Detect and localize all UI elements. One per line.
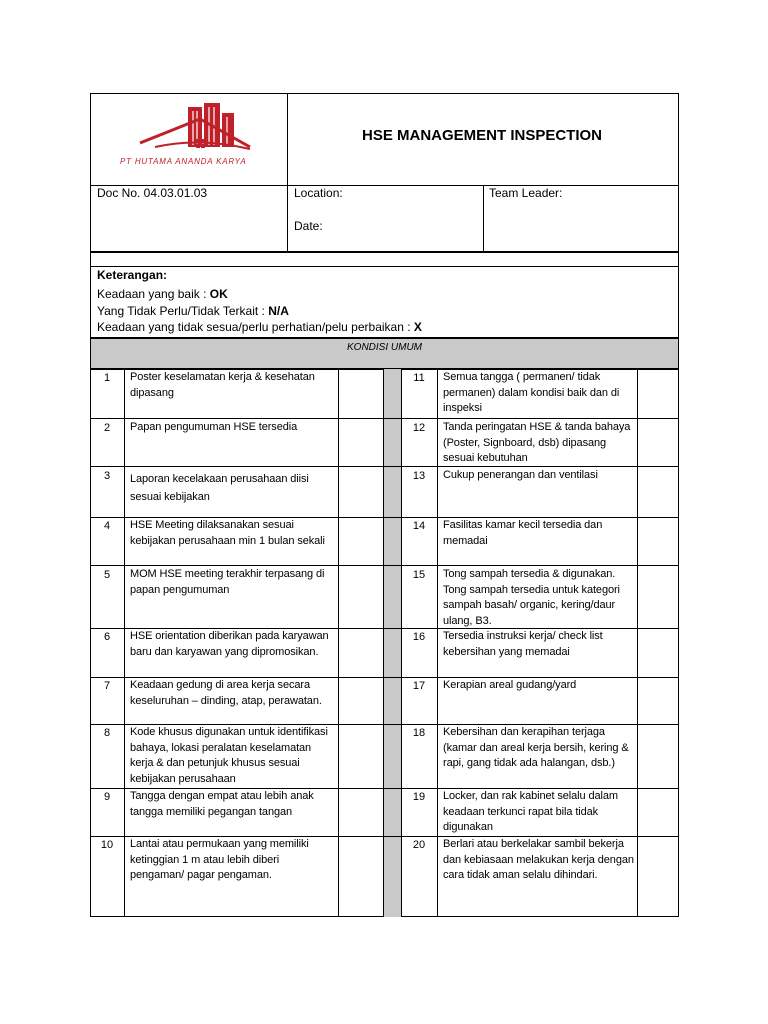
- item-number: 17: [412, 680, 426, 692]
- legend-ok-text: Keadaan yang baik :: [97, 287, 210, 301]
- item-number: 12: [412, 422, 426, 434]
- company-logo: [100, 97, 280, 177]
- legend-x-code: X: [413, 320, 422, 334]
- team-leader-label: Team Leader:: [489, 186, 563, 200]
- legend-heading: Keterangan:: [97, 268, 168, 282]
- row-line: [90, 418, 679, 419]
- item-number: 10: [100, 839, 114, 851]
- item-text: Tersedia instruksi kerja/ check list kebersihan yang memadai: [443, 630, 603, 658]
- item-number: 19: [412, 791, 426, 803]
- item-number: 9: [103, 791, 111, 803]
- item-text: Locker, dan rak kabinet selalu dalam keadaan terkunci rapat bila tidak digunakan: [443, 790, 618, 833]
- item-text: Tong sampah tersedia & digunakan. Tong sampah tersedia untuk kategori sampah basah/ organic, kering/daur ulang, B3.: [443, 568, 620, 627]
- item-number: 3: [103, 470, 111, 482]
- item-text: Keadaan gedung di area kerja secara keseluruhan – dinding, atap, perawatan.: [130, 679, 322, 707]
- company-name: PT HUTAMA ANANDA KARYA: [120, 157, 247, 166]
- item-text: HSE Meeting dilaksanakan sesuai kebijakan perusahaan min 1 bulan sekali: [130, 519, 325, 547]
- item-number: 18: [412, 727, 426, 739]
- col-line-a: [124, 369, 125, 917]
- legend-line-x: [97, 320, 422, 335]
- col-line-f: [637, 369, 638, 917]
- col-line-d: [401, 369, 402, 917]
- legend-line-na: [97, 304, 289, 319]
- item-number: 4: [103, 520, 111, 532]
- item-text: Fasilitas kamar kecil tersedia dan memadai: [443, 519, 603, 547]
- date-label: Date:: [294, 219, 323, 233]
- item-number: 5: [103, 569, 111, 581]
- item-number: 6: [103, 631, 111, 643]
- item-text: MOM HSE meeting terakhir terpasang di papan pengumuman: [130, 568, 325, 596]
- item-number: 16: [412, 631, 426, 643]
- item-number: 1: [103, 372, 111, 384]
- item-number: 13: [412, 470, 426, 482]
- item-text: Kebersihan dan kerapihan terjaga (kamar dan areal kerja bersih, kering & rapi, gang tidak ada halangan, dsb.): [443, 726, 629, 769]
- col-line-b: [338, 369, 339, 917]
- item-number: 11: [413, 372, 425, 384]
- header-divider-team: [483, 185, 484, 252]
- item-number: 15: [412, 569, 426, 581]
- item-text: Kerapian areal gudang/yard: [443, 679, 577, 691]
- item-text: Tangga dengan empat atau lebih anak tangga memiliki pegangan tangan: [130, 790, 314, 818]
- item-text: Kode khusus digunakan untuk identifikasi bahaya, lokasi peralatan keselamatan kerja & dan petunjuk khusus sesuai kebijakan perusahaan: [130, 726, 328, 785]
- page-title: HSE MANAGEMENT INSPECTION: [362, 127, 603, 144]
- item-number: 8: [103, 727, 111, 739]
- center-separator: [383, 369, 401, 917]
- item-number: 7: [103, 680, 111, 692]
- item-text: Lantai atau permukaan yang memiliki ketinggian 1 m atau lebih diberi pengaman/ pagar pengaman.: [130, 838, 309, 881]
- col-line-e: [437, 369, 438, 917]
- legend-line-ok: [97, 287, 228, 302]
- item-text: HSE orientation diberikan pada karyawan baru dan karyawan yang dipromosikan.: [130, 630, 329, 658]
- item-text: Cukup penerangan dan ventilasi: [443, 469, 598, 481]
- location-label: Location:: [294, 186, 343, 200]
- item-number: 20: [412, 839, 426, 851]
- item-text: Tanda peringatan HSE & tanda bahaya (Poster, Signboard, dsb) dipasang sesuai kebutuhan: [443, 421, 631, 464]
- legend-na-text: Yang Tidak Perlu/Tidak Terkait :: [97, 304, 269, 318]
- item-text: Berlari atau berkelakar sambil bekerja dan kebiasaan melakukan kerja dengan cara tidak aman selalu dihindari.: [443, 838, 634, 881]
- item-text: Papan pengumuman HSE tersedia: [130, 421, 298, 433]
- item-number: 14: [412, 520, 426, 532]
- item-number: 2: [103, 422, 111, 434]
- legend-ok-code: OK: [209, 287, 228, 301]
- row-line: [90, 565, 679, 566]
- section-title: KONDISI UMUM: [347, 342, 422, 353]
- doc-number: Doc No. 04.03.01.03: [97, 186, 208, 200]
- item-text: Semua tangga ( permanen/ tidak permanen) dalam kondisi baik dan di inspeksi: [443, 371, 620, 414]
- legend-x-text: Keadaan yang tidak sesua/perlu perhatian/pelu perbaikan :: [97, 320, 414, 334]
- col-line-c: [383, 369, 384, 917]
- legend-top-rule: [90, 266, 679, 267]
- header-divider-logo: [287, 93, 288, 252]
- legend-na-code: N/A: [268, 304, 289, 318]
- item-text: Poster keselamatan kerja & kesehatan dipasang: [130, 371, 315, 399]
- item-text: Laporan kecelakaan perusahaan diisi sesuai kebijakan: [130, 473, 309, 503]
